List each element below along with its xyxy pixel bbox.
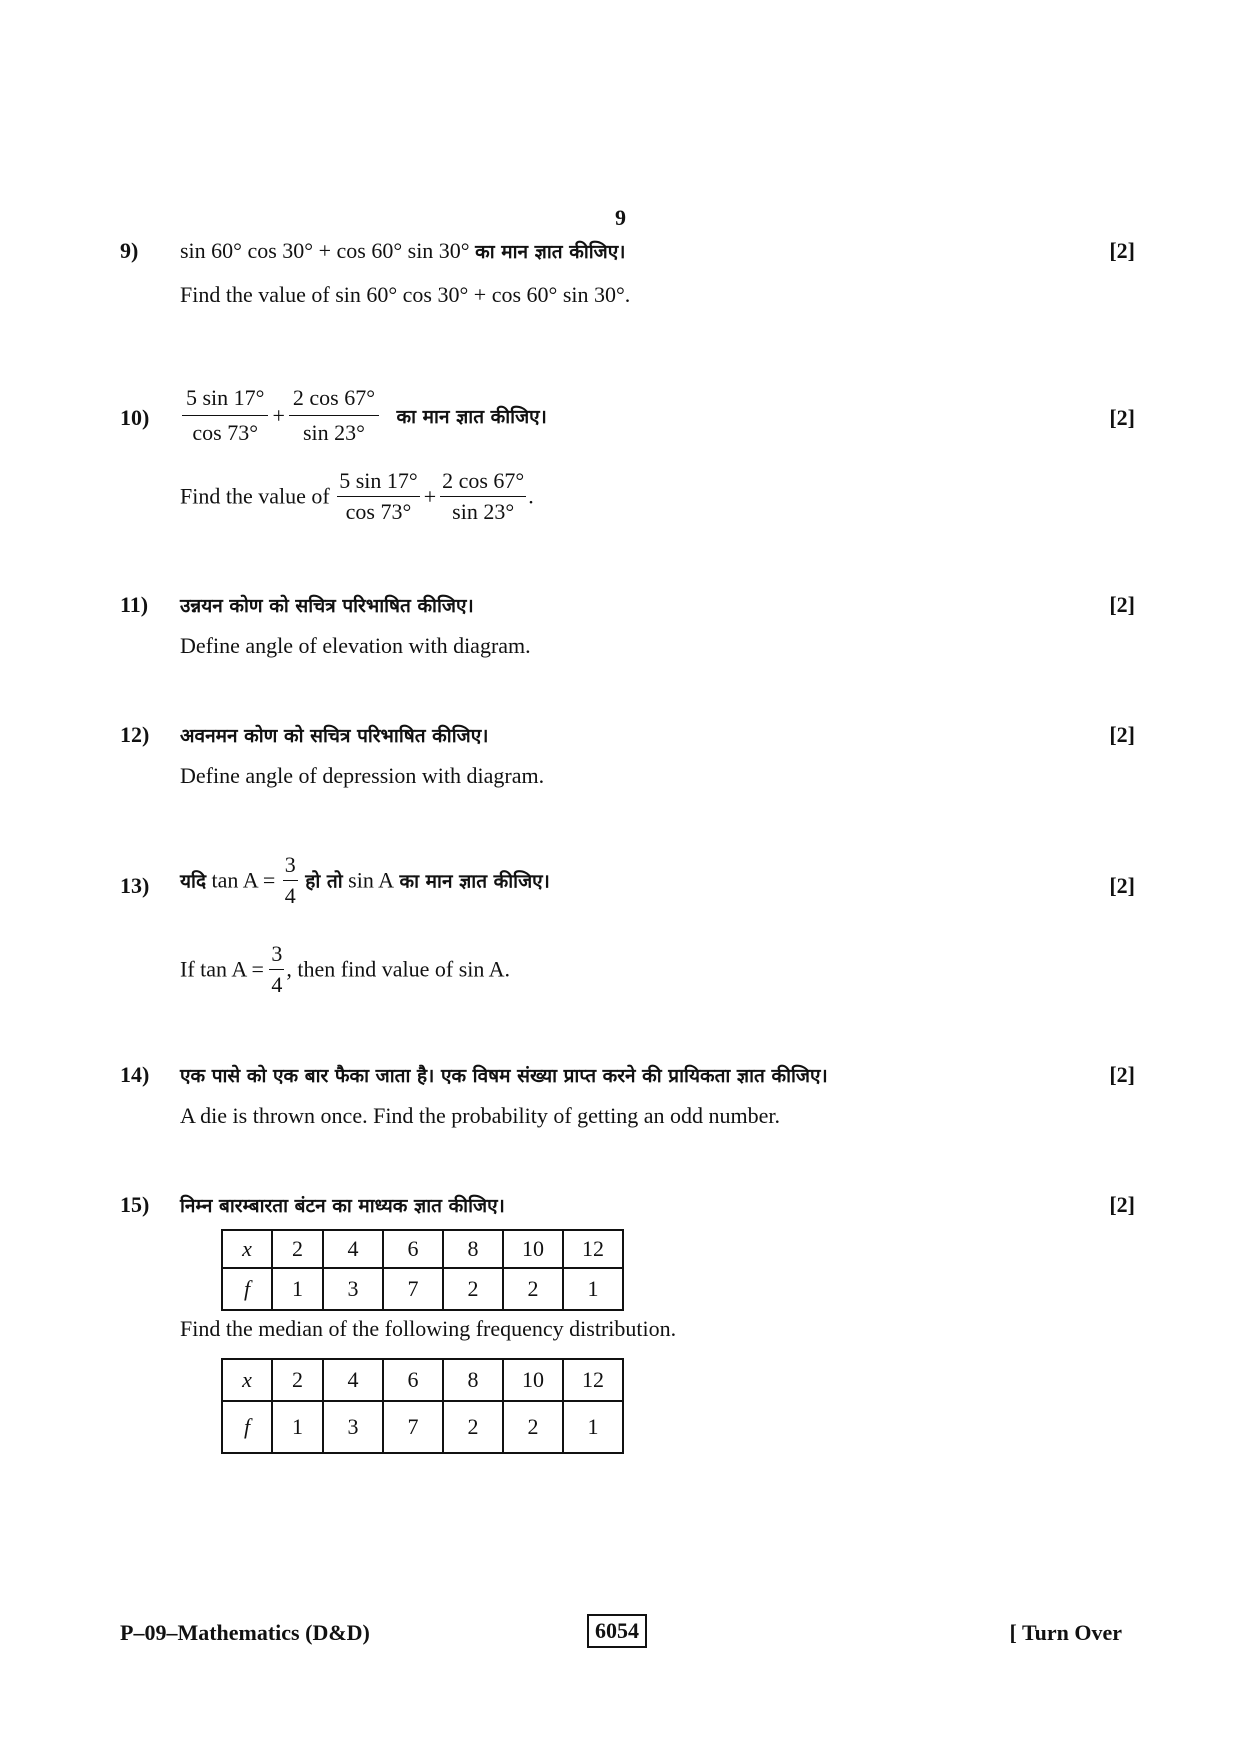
marks: [2] bbox=[1109, 405, 1135, 430]
table-cell: 10 bbox=[503, 1230, 563, 1268]
table-row bbox=[222, 1401, 623, 1453]
question-number: 14) bbox=[120, 1062, 150, 1087]
paper-code: 6054 bbox=[587, 1614, 647, 1648]
fraction bbox=[269, 941, 284, 998]
fraction bbox=[440, 468, 526, 525]
question-english bbox=[180, 941, 510, 998]
table-cell: 2 bbox=[503, 1401, 563, 1453]
table-cell: 2 bbox=[503, 1268, 563, 1310]
numerator: 5 sin 17° bbox=[182, 383, 268, 416]
table-cell: 3 bbox=[323, 1401, 383, 1453]
fraction bbox=[182, 383, 268, 448]
denominator: cos 73° bbox=[345, 499, 412, 524]
table-cell: f bbox=[222, 1401, 272, 1453]
english-text: . bbox=[528, 483, 534, 509]
hindi-text: यदि bbox=[180, 870, 207, 893]
table-cell: 1 bbox=[563, 1268, 623, 1310]
hindi-text: हो तो bbox=[305, 870, 343, 893]
question-hindi bbox=[180, 238, 625, 264]
expression: sin A bbox=[348, 867, 395, 893]
table-cell: 2 bbox=[443, 1268, 503, 1310]
marks: [2] bbox=[1109, 1062, 1135, 1087]
table-cell: 2 bbox=[272, 1359, 323, 1401]
question-number: 10) bbox=[120, 405, 150, 430]
expression: tan A = bbox=[200, 956, 264, 982]
question-hindi: उन्नयन कोण को सचित्र परिभाषित कीजिए। bbox=[180, 595, 474, 617]
question-english: Find the median of the following frequency distribution. bbox=[180, 1316, 677, 1341]
marks: [2] bbox=[1109, 722, 1135, 747]
table-cell: 10 bbox=[503, 1359, 563, 1401]
table-cell: 8 bbox=[443, 1230, 503, 1268]
question-number: 15) bbox=[120, 1192, 150, 1217]
question-number: 9) bbox=[120, 238, 139, 263]
hindi-text: का मान ज्ञात कीजिए। bbox=[399, 870, 550, 893]
denominator: 4 bbox=[271, 972, 283, 997]
question-english bbox=[180, 468, 534, 525]
table-cell: 4 bbox=[323, 1230, 383, 1268]
marks: [2] bbox=[1109, 873, 1135, 898]
table-cell: 7 bbox=[383, 1268, 443, 1310]
denominator: 4 bbox=[284, 883, 296, 908]
question-hindi: अवनमन कोण को सचित्र परिभाषित कीजिए। bbox=[180, 725, 489, 747]
numerator: 2 cos 67° bbox=[289, 383, 379, 416]
table-cell: 6 bbox=[383, 1359, 443, 1401]
fraction bbox=[289, 383, 379, 448]
table-row bbox=[222, 1268, 623, 1310]
table-cell: 4 bbox=[323, 1359, 383, 1401]
frequency-table-hindi bbox=[221, 1229, 624, 1311]
table-cell: 12 bbox=[563, 1359, 623, 1401]
table-cell: f bbox=[222, 1268, 272, 1310]
denominator: sin 23° bbox=[452, 499, 515, 524]
table-cell: 1 bbox=[272, 1268, 323, 1310]
table-cell: 3 bbox=[323, 1268, 383, 1310]
turn-over-label: [ Turn Over bbox=[1009, 1620, 1122, 1645]
numerator: 2 cos 67° bbox=[440, 468, 526, 497]
table-cell: x bbox=[222, 1359, 272, 1401]
english-text: If bbox=[180, 956, 195, 982]
table-cell: 7 bbox=[383, 1401, 443, 1453]
question-english: Find the value of sin 60° cos 30° + cos 60° sin 30°. bbox=[180, 282, 631, 307]
hindi-expression: sin 60° cos 30° + cos 60° sin 30° bbox=[180, 238, 470, 263]
expression: tan A = bbox=[211, 867, 276, 893]
table-cell: 6 bbox=[383, 1230, 443, 1268]
numerator: 3 bbox=[269, 941, 284, 970]
plus-sign: + bbox=[272, 402, 285, 428]
paper-title: P–09–Mathematics (D&D) bbox=[120, 1620, 370, 1645]
denominator: cos 73° bbox=[192, 420, 259, 445]
table-cell: 12 bbox=[563, 1230, 623, 1268]
marks: [2] bbox=[1109, 238, 1135, 263]
table-cell: 8 bbox=[443, 1359, 503, 1401]
table-cell: 2 bbox=[272, 1230, 323, 1268]
marks: [2] bbox=[1109, 1192, 1135, 1217]
frequency-table-english bbox=[221, 1358, 624, 1454]
question-english: A die is thrown once. Find the probability of getting an odd number. bbox=[180, 1103, 781, 1128]
question-number: 12) bbox=[120, 722, 150, 747]
page-number: 9 bbox=[615, 205, 626, 230]
fraction bbox=[283, 852, 298, 909]
table-cell: 2 bbox=[443, 1401, 503, 1453]
english-text: , then find value of sin A. bbox=[286, 956, 511, 982]
question-hindi: एक पासे को एक बार फैका जाता है। एक विषम संख्या प्राप्त करने की प्रायिकता ज्ञात कीजिए। bbox=[180, 1065, 828, 1087]
numerator: 5 sin 17° bbox=[337, 468, 419, 497]
question-hindi bbox=[180, 383, 547, 448]
question-english: Define angle of elevation with diagram. bbox=[180, 633, 531, 658]
table-row bbox=[222, 1230, 623, 1268]
hindi-text: का मान ज्ञात कीजिए। bbox=[396, 405, 547, 428]
table-cell: 1 bbox=[563, 1401, 623, 1453]
plus-sign: + bbox=[423, 483, 437, 509]
question-number: 13) bbox=[120, 873, 150, 898]
numerator: 3 bbox=[283, 852, 298, 881]
question-hindi bbox=[180, 852, 550, 909]
marks: [2] bbox=[1109, 592, 1135, 617]
question-number: 11) bbox=[120, 592, 149, 617]
question-english: Define angle of depression with diagram. bbox=[180, 763, 545, 788]
question-hindi: निम्न बारम्बारता बंटन का माध्यक ज्ञात कीजिए। bbox=[180, 1195, 505, 1217]
fraction bbox=[337, 468, 419, 525]
denominator: sin 23° bbox=[302, 420, 365, 445]
english-text: Find the value of bbox=[180, 483, 330, 509]
hindi-text: का मान ज्ञात कीजिए। bbox=[475, 241, 626, 263]
table-cell: 1 bbox=[272, 1401, 323, 1453]
table-row bbox=[222, 1359, 623, 1401]
table-cell: x bbox=[222, 1230, 272, 1268]
